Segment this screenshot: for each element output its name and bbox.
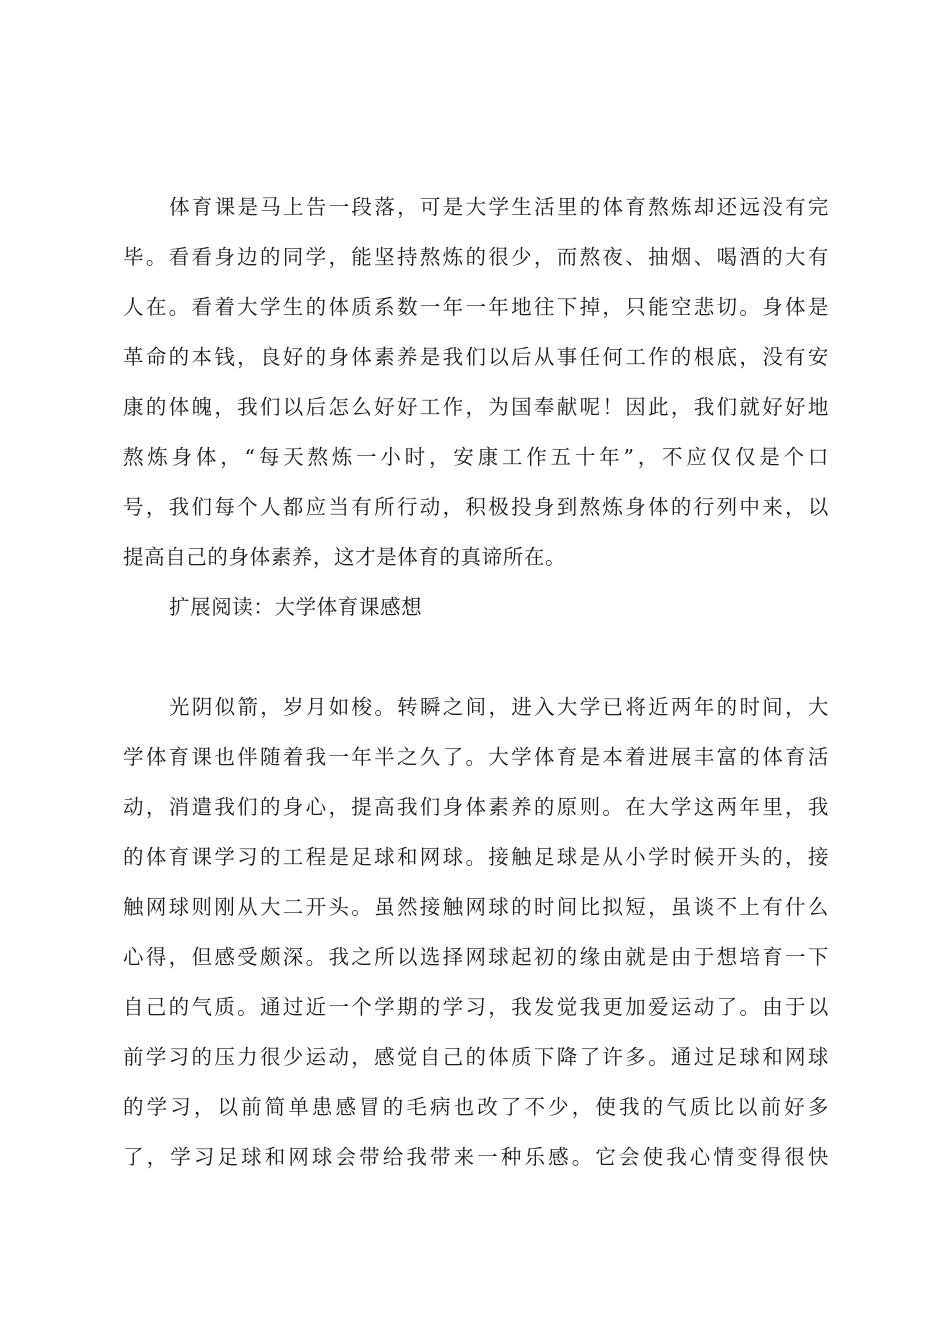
paragraph-line: 人在。看着大学生的体质系数一年一年地往下掉，只能空悲切。身体是 xyxy=(123,295,829,319)
paragraph-line: 前学习的压力很少运动，感觉自己的体质下降了许多。通过足球和网球 xyxy=(123,1045,829,1069)
paragraph-line: 革命的本钱，良好的身体素养是我们以后从事任何工作的根底，没有安 xyxy=(123,345,829,369)
paragraph-line: 触网球则刚从大二开头。虽然接触网球的时间比拟短，虽谈不上有什么 xyxy=(123,895,829,919)
paragraph-line: 的学习，以前简单患感冒的毛病也改了不少，使我的气质比以前好多 xyxy=(123,1095,829,1119)
paragraph-line: 自己的气质。通过近一个学期的学习，我发觉我更加爱运动了。由于以 xyxy=(123,995,829,1019)
paragraph-line: 提高自己的身体素养，这才是体育的真谛所在。 xyxy=(123,545,567,569)
paragraph-line: 体育课是马上告一段落，可是大学生活里的体育熬炼却还远没有完 xyxy=(169,195,829,219)
paragraph-line: 熬炼身体，“每天熬炼一小时，安康工作五十年”，不应仅仅是个口 xyxy=(123,445,829,469)
paragraph-line: 光阴似箭，岁月如梭。转瞬之间，进入大学已将近两年的时间，大 xyxy=(169,695,829,719)
paragraph-line: 毕。看看身边的同学，能坚持熬炼的很少，而熬夜、抽烟、喝酒的大有 xyxy=(123,245,829,269)
extended-reading-heading: 扩展阅读：大学体育课感想 xyxy=(169,595,423,619)
paragraph-line: 号，我们每个人都应当有所行动，积极投身到熬炼身体的行列中来，以 xyxy=(123,495,829,519)
paragraph-line: 心得，但感受颇深。我之所以选择网球起初的缘由就是由于想培育一下 xyxy=(123,945,829,969)
paragraph-line: 康的体魄，我们以后怎么好好工作，为国奉献呢！因此，我们就好好地 xyxy=(123,395,829,419)
paragraph-line: 动，消遣我们的身心，提高我们身体素养的原则。在大学这两年里，我 xyxy=(123,795,829,819)
paragraph-line: 学体育课也伴随着我一年半之久了。大学体育是本着进展丰富的体育活 xyxy=(123,745,829,769)
paragraph-line: 了，学习足球和网球会带给我带来一种乐感。它会使我心情变得很快 xyxy=(123,1145,829,1169)
paragraph-line: 的体育课学习的工程是足球和网球。接触足球是从小学时候开头的，接 xyxy=(123,845,829,869)
